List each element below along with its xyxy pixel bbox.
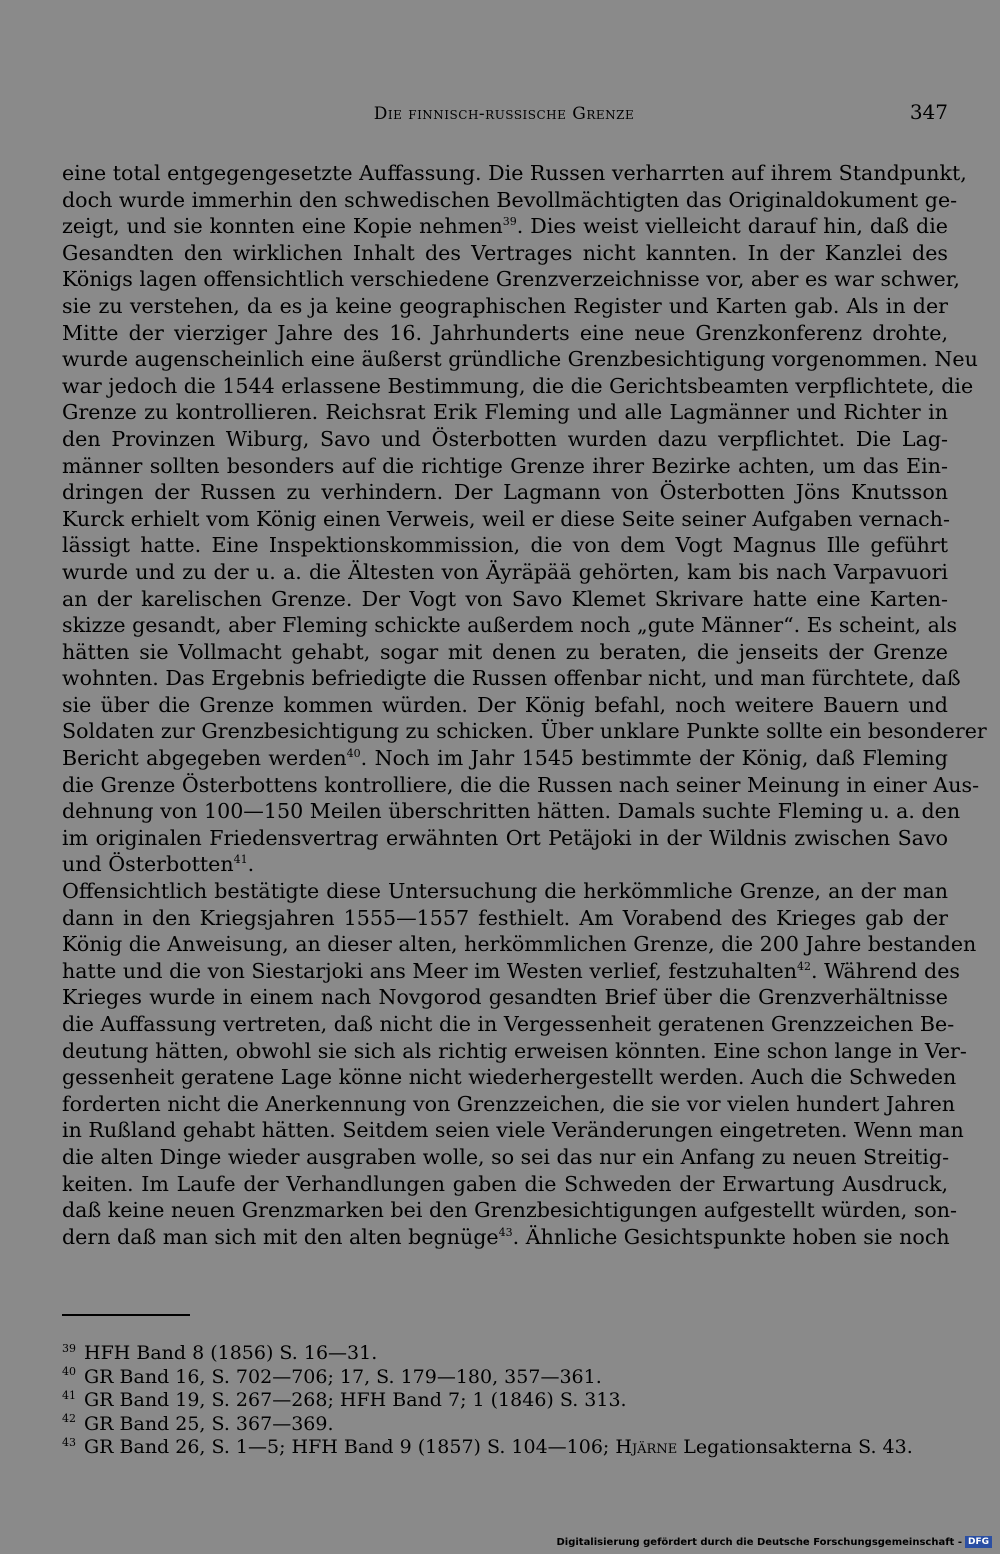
text-line: sie zu verstehen, da es ja keine geographischen Register und Karten gab. Als in der [62, 293, 948, 318]
text-line: war jedoch die 1544 erlassene Bestimmung, die die Gerichtsbeamten verpflichtete, die [62, 373, 974, 398]
text-line: gessenheit geratene Lage könne nicht wiederhergestellt werden. Auch die Schweden [62, 1065, 957, 1090]
text-line: Krieges wurde in einem nach Novgorod gesandten Brief über die Grenzverhältnisse [62, 985, 948, 1010]
text-line: die Auffassung vertreten, daß nicht die in Vergessenheit geratenen Grenzzeichen Be- [62, 1012, 955, 1036]
running-header [60, 98, 948, 128]
text-line: dringen der Russen zu verhindern. Der Lagmann von Österbotten Jöns Knutsson [62, 480, 948, 505]
footnotes [62, 1342, 948, 1460]
text-line: Königs lagen offensichtlich verschiedene Grenzverzeichnisse vor, aber es war schwer, [62, 267, 960, 292]
text-line: doch wurde immerhin den schwedischen Bevollmächtigten das Originaldokument ge- [62, 187, 958, 212]
footnote: 40 GR Band 16, S. 702—706; 17, S. 179—180, 357—361. [62, 1365, 602, 1388]
text-line: keiten. Im Laufe der Verhandlungen gaben die Schweden der Erwartung Ausdruck, [62, 1171, 948, 1196]
body-text [62, 160, 987, 1250]
text-line: männer sollten besonders auf die richtige Grenze ihrer Bezirke achten, um das Ein- [62, 453, 948, 478]
page-number: 347 [909, 100, 948, 124]
text-line: König die Anweisung, an dieser alten, herkömmlichen Grenze, die 200 Jahre bestanden [62, 932, 977, 957]
text-line: deutung hätten, obwohl sie sich als richtig erweisen könnten. Eine schon lange in Ver- [62, 1038, 967, 1063]
dfg-logo: DFG [965, 1536, 992, 1548]
text-line: Offensichtlich bestätigte diese Untersuchung die herkömmliche Grenze, an der man [62, 879, 948, 904]
footnote: 42 GR Band 25, S. 367—369. [62, 1412, 334, 1435]
footnote-marker: 39 [502, 215, 517, 229]
text-line: den Provinzen Wiburg, Savo und Österbotten wurden dazu verpflichtet. Die Lag- [62, 426, 948, 451]
text-line: Soldaten zur Grenzbesichtigung zu schicken. Über unklare Punkte sollte ein besonderer [62, 719, 987, 744]
footnote-marker: 41 [233, 853, 248, 867]
text-line: Grenze zu kontrollieren. Reichsrat Erik Fleming und alle Lagmänner und Richter in [62, 400, 948, 425]
footnote: 43 GR Band 26, S. 1—5; HFH Band 9 (1857) S. 104—106; Hjärne Legationsakterna S. 43. [62, 1435, 913, 1458]
text-line: zeigt, und sie konnten eine Kopie nehmen$^{39}$. Dies weist vielleicht darauf hin, daß die [62, 214, 948, 239]
text-line: daß keine neuen Grenzmarken bei den Grenzbesichtigungen aufgestellt würden, son- [62, 1198, 958, 1223]
text-line: Mitte der vierziger Jahre des 16. Jahrhunderts eine neue Grenzkonferenz drohte, [62, 320, 948, 345]
text-line: lässigt hatte. Eine Inspektionskommission, die von dem Vogt Magnus Ille geführt [62, 533, 948, 558]
footnote-marker: 40 [346, 747, 361, 761]
text-line: eine total entgegengesetzte Auffassung. Die Russen verharrten auf ihrem Standpunkt, [62, 161, 967, 185]
text-line: Bericht abgegeben werden$^{40}$. Noch im Jahr 1545 bestimmte der König, daß Fleming [62, 746, 948, 771]
text-line: wurde und zu der u. a. die Ältesten von Äyräpää gehörten, kam bis nach Varpavuori [62, 559, 948, 584]
footnote-marker: 42 [796, 959, 811, 973]
text-line: an der karelischen Grenze. Der Vogt von Savo Klemet Skrivare hatte eine Karten- [62, 586, 948, 611]
text-line: hatte und die von Siestarjoki ans Meer im Westen verlief, festzuhalten$^{42}$. Während des [62, 958, 960, 983]
author-name: Hjärne [615, 1436, 678, 1458]
text-line: und Österbotten$^{41}$. [62, 852, 255, 877]
text-line: wurde augenscheinlich eine äußerst gründliche Grenzbesichtigung vorgenommen. Neu [62, 347, 978, 372]
text-line: hätten sie Vollmacht gehabt, sogar mit denen zu beraten, die jenseits der Grenze [62, 639, 948, 664]
digitization-credit [556, 1536, 992, 1548]
footnote-rule [62, 1314, 190, 1316]
text-line: die alten Dinge wieder ausgraben wolle, so sei das nur ein Anfang zu neuen Streitig- [62, 1144, 950, 1169]
text-line: Gesandten den wirklichen Inhalt des Vertrages nicht kannten. In der Kanzlei des [62, 240, 948, 265]
footnote: 39 HFH Band 8 (1856) S. 16—31. [62, 1341, 378, 1364]
footnote-marker: 43 [498, 1225, 513, 1239]
text-line: im originalen Friedensvertrag erwähnten Ort Petäjoki in der Wildnis zwischen Savo [62, 825, 948, 850]
text-line: forderten nicht die Anerkennung von Grenzzeichen, die sie vor vielen hundert Jahren [62, 1091, 956, 1116]
text-line: dann in den Kriegsjahren 1555—1557 festhielt. Am Vorabend des Krieges gab der [62, 905, 948, 930]
text-line: die Grenze Österbottens kontrolliere, die die Russen nach seiner Meinung in einer Aus- [62, 772, 980, 797]
text-line: Kurck erhielt vom König einen Verweis, weil er diese Seite seiner Aufgaben vernach- [62, 506, 950, 531]
text-line: skizze gesandt, aber Fleming schickte außerdem noch „gute Männer“. Es scheint, als [62, 613, 958, 638]
text-line: wohnten. Das Ergebnis befriedigte die Russen offenbar nicht, und man fürchtete, daß [62, 666, 961, 691]
text-line: dehnung von 100—150 Meilen überschritten hätten. Damals suchte Fleming u. a. den [62, 799, 961, 824]
credit-text: Digitalisierung gefördert durch die Deutsche Forschungsgemeinschaft - [556, 1536, 962, 1548]
footnote: 41 GR Band 19, S. 267—268; HFH Band 7; 1 (1846) S. 313. [62, 1388, 627, 1411]
text-line: in Rußland gehabt hätten. Seitdem seien viele Veränderungen eingetreten. Wenn man [62, 1118, 964, 1143]
text-line: sie über die Grenze kommen würden. Der König befahl, noch weitere Bauern und [62, 692, 948, 717]
text-line: dern daß man sich mit den alten begnüge$^{43}$. Ähnliche Gesichtspunkte hoben sie noch [62, 1224, 950, 1249]
running-title: Die finnisch-russische Grenze [373, 104, 635, 124]
